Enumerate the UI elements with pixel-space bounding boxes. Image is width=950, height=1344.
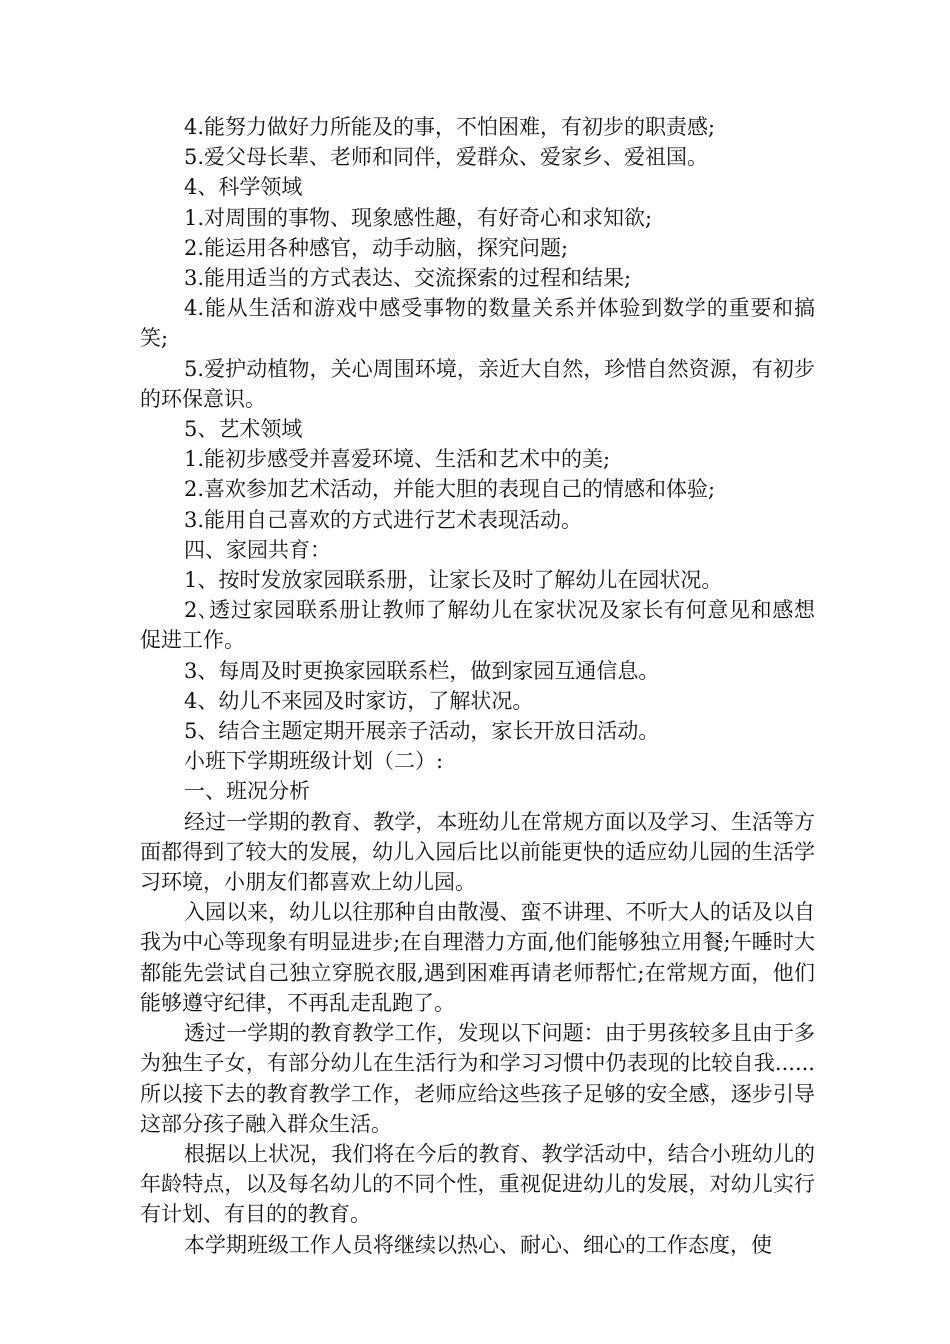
paragraph: 5.爱父母长辈、老师和同伴，爱群众、爱家乡、爱祖国。 bbox=[184, 145, 709, 170]
paragraph: 入园以来，幼儿以往那种自由散漫、蛮不讲理、不听大人的话及以自我为中心等现象有明显进步;在自理潜力方面,他们能够独立用餐;午睡时大都能先尝试自己独立穿脱衣服,遇到困难再请老师帮忙;在常规方面，他们能够遵守纪律，不再乱走乱跑了。 bbox=[140, 900, 815, 1015]
section-heading: 一、班况分析 bbox=[184, 779, 310, 804]
paragraph: 经过一学期的教育、教学，本班幼儿在常规方面以及学习、生活等方面都得到了较大的发展，幼儿入园后比以前能更快的适应幼儿园的生活学习环境，小朋友们都喜欢上幼儿园。 bbox=[140, 809, 815, 895]
paragraph: 4.能努力做好力所能及的事，不怕困难，有初步的职责感; bbox=[184, 115, 716, 139]
document-page bbox=[140, 112, 815, 1260]
paragraph: 3、每周及时更换家园联系栏，做到家园互通信息。 bbox=[184, 658, 660, 683]
paragraph: 本学期班级工作人员将继续以热心、耐心、细心的工作态度，使 bbox=[184, 1232, 772, 1257]
paragraph: 2.喜欢参加艺术活动，并能大胆的表现自己的情感和体验; bbox=[184, 477, 716, 502]
section-heading: 四、家园共育： bbox=[184, 537, 331, 562]
paragraph: 2､透过家园联系册让教师了解幼儿在家状况及家长有何意见和感想促进工作。 bbox=[140, 598, 815, 653]
paragraph: 4.能从生活和游戏中感受事物的数量关系并体验到数学的重要和搞笑; bbox=[140, 296, 815, 351]
paragraph: 5、结合主题定期开展亲子活动，家长开放日活动。 bbox=[184, 719, 660, 744]
section-heading: 5、艺术领域 bbox=[184, 417, 303, 442]
paragraph: 2.能运用各种感官，动手动脑，探究问题; bbox=[184, 235, 569, 260]
paragraph: 5.爱护动植物，关心周围环境，亲近大自然，珍惜自然资源，有初步的环保意识。 bbox=[140, 356, 815, 411]
paragraph: 透过一学期的教育教学工作，发现以下问题：由于男孩较多且由于多为独生子女，有部分幼儿在生活行为和学习习惯中仍表现的比较自我......所以接下去的教育教学工作，老师应给这些孩子足够的安全感，逐步引导这部分孩子融入群众生活。 bbox=[140, 1021, 815, 1136]
section-heading: 4、科学领域 bbox=[184, 175, 303, 200]
paragraph: 4、幼儿不来园及时家访，了解状况。 bbox=[184, 688, 534, 713]
paragraph: 3.能用自己喜欢的方式进行艺术表现活动。 bbox=[184, 507, 583, 532]
document-subtitle: 小班下学期班级计划（二）: bbox=[184, 749, 444, 774]
paragraph: 根据以上状况，我们将在今后的教育、教学活动中，结合小班幼儿的年龄特点，以及每名幼儿的不同个性，重视促进幼儿的发展，对幼儿实行有计划、有目的的教育。 bbox=[140, 1141, 815, 1227]
paragraph: 1.能初步感受并喜爱环境、生活和艺术中的美; bbox=[184, 447, 611, 472]
paragraph: 3.能用适当的方式表达、交流探索的过程和结果; bbox=[184, 266, 632, 291]
paragraph: 1、按时发放家园联系册，让家长及时了解幼儿在园状况。 bbox=[184, 568, 723, 593]
paragraph: 1.对周围的事物、现象感性趣，有好奇心和求知欲; bbox=[184, 205, 653, 230]
